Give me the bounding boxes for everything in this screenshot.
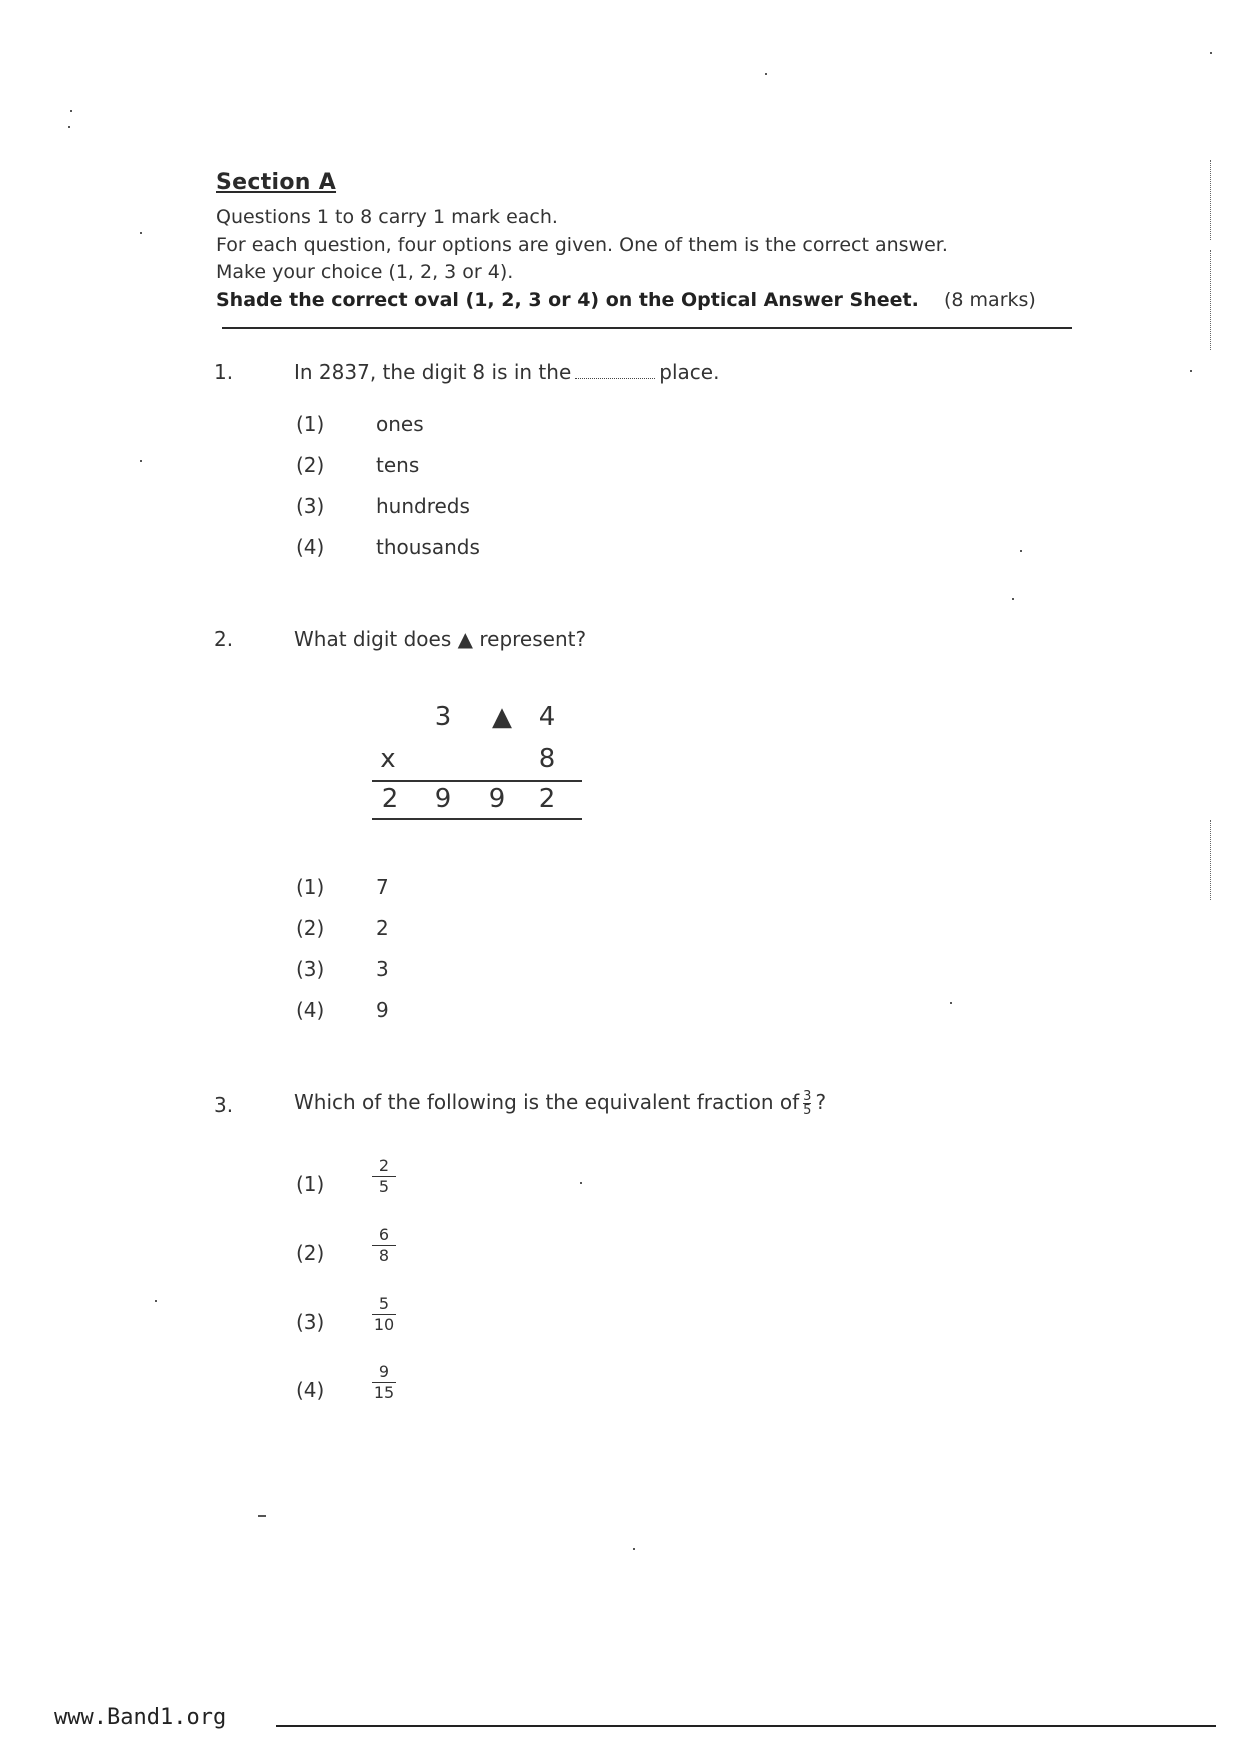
question-3-suffix: ?	[815, 1090, 827, 1114]
scan-artifact	[1210, 160, 1211, 240]
question-3-fraction	[803, 1090, 811, 1117]
scan-artifact	[258, 1515, 266, 1517]
q3-option-3-num: 5	[378, 1294, 390, 1313]
mult-multiplier: 8	[538, 744, 556, 774]
q2-option-4-label: (4)	[296, 998, 325, 1022]
scan-artifact	[140, 232, 142, 234]
question-3-fraction-num: 3	[803, 1089, 812, 1104]
instruction-shade: Shade the correct oval (1, 2, 3 or 4) on the Optical Answer Sheet.	[216, 289, 919, 311]
mult-operator: x	[380, 744, 396, 774]
question-3-text-main: Which of the following is the equivalent fraction of	[294, 1090, 800, 1114]
q1-option-4-text: thousands	[376, 535, 480, 559]
q3-option-1-label: (1)	[296, 1172, 325, 1196]
scan-artifact	[68, 126, 70, 128]
question-1-text	[294, 360, 719, 384]
question-1-text-after: place.	[659, 360, 720, 384]
mult-top-hundreds: 3	[434, 702, 452, 732]
q3-option-1-den: 5	[378, 1177, 390, 1196]
q3-option-2-label: (2)	[296, 1241, 325, 1265]
mult-rule-top	[372, 780, 582, 782]
scan-artifact	[633, 1548, 635, 1550]
question-2-number: 2.	[214, 627, 234, 651]
scan-artifact	[70, 110, 72, 112]
question-2-text: What digit does ▲ represent?	[294, 627, 587, 651]
scan-artifact	[765, 73, 767, 75]
scan-artifact	[950, 1002, 952, 1004]
scan-artifact	[1210, 820, 1211, 900]
scan-artifact	[1020, 550, 1022, 552]
q2-option-1-label: (1)	[296, 875, 325, 899]
q1-option-1-text: ones	[376, 412, 424, 436]
q2-option-4-text: 9	[376, 998, 389, 1022]
q2-option-2-label: (2)	[296, 916, 325, 940]
q3-option-4-den: 15	[373, 1383, 395, 1402]
q3-option-2-fraction	[372, 1226, 396, 1265]
question-3-fraction-den: 5	[803, 1103, 812, 1118]
q3-option-2-den: 8	[378, 1246, 390, 1265]
scan-artifact	[140, 460, 142, 462]
scan-artifact	[1190, 370, 1192, 372]
section-marks: (8 marks)	[944, 289, 1036, 311]
instruction-marks-per-question: Questions 1 to 8 carry 1 mark each.	[216, 206, 558, 228]
q3-option-1-fraction	[372, 1157, 396, 1196]
q2-option-3-text: 3	[376, 957, 389, 981]
scan-artifact	[155, 1300, 157, 1302]
question-1-number: 1.	[214, 360, 234, 384]
q1-option-2-text: tens	[376, 453, 420, 477]
q3-option-4-fraction	[372, 1363, 396, 1402]
mult-result-digit-2: 9	[434, 784, 452, 814]
q1-option-3-text: hundreds	[376, 494, 470, 518]
q3-option-4-label: (4)	[296, 1378, 325, 1402]
section-title: Section A	[216, 170, 337, 195]
instruction-options: For each question, four options are given. One of them is the correct answer.	[216, 234, 948, 256]
answer-blank	[575, 378, 655, 379]
mult-result-digit-1: 2	[381, 784, 399, 814]
triangle-icon: ▲	[492, 702, 512, 732]
question-3-text	[294, 1090, 826, 1117]
q3-option-3-den: 10	[373, 1315, 395, 1334]
q1-option-3-label: (3)	[296, 494, 325, 518]
q3-option-3-label: (3)	[296, 1310, 325, 1334]
q3-option-2-num: 6	[378, 1225, 390, 1244]
mult-rule-bottom	[372, 818, 582, 820]
q3-option-4-num: 9	[378, 1362, 390, 1381]
header-divider	[222, 327, 1072, 329]
scan-artifact	[1210, 250, 1211, 350]
mult-result-digit-4: 2	[538, 784, 556, 814]
scan-artifact	[1210, 52, 1212, 54]
q1-option-1-label: (1)	[296, 412, 325, 436]
question-1-text-before: In 2837, the digit 8 is in the	[294, 360, 572, 384]
scan-artifact	[580, 1182, 582, 1184]
q2-option-1-text: 7	[376, 875, 389, 899]
q3-option-3-fraction	[372, 1295, 396, 1334]
mult-result-digit-3: 9	[488, 784, 506, 814]
q1-option-2-label: (2)	[296, 453, 325, 477]
mult-top-ones: 4	[538, 702, 556, 732]
instruction-choice: Make your choice (1, 2, 3 or 4).	[216, 261, 514, 283]
q2-option-2-text: 2	[376, 916, 389, 940]
footer-rule	[276, 1725, 1216, 1727]
question-3-number: 3.	[214, 1093, 234, 1117]
q3-option-1-num: 2	[378, 1156, 390, 1175]
scan-artifact	[1012, 598, 1014, 600]
q2-option-3-label: (3)	[296, 957, 325, 981]
footer-url: www.Band1.org	[54, 1705, 227, 1730]
q1-option-4-label: (4)	[296, 535, 325, 559]
